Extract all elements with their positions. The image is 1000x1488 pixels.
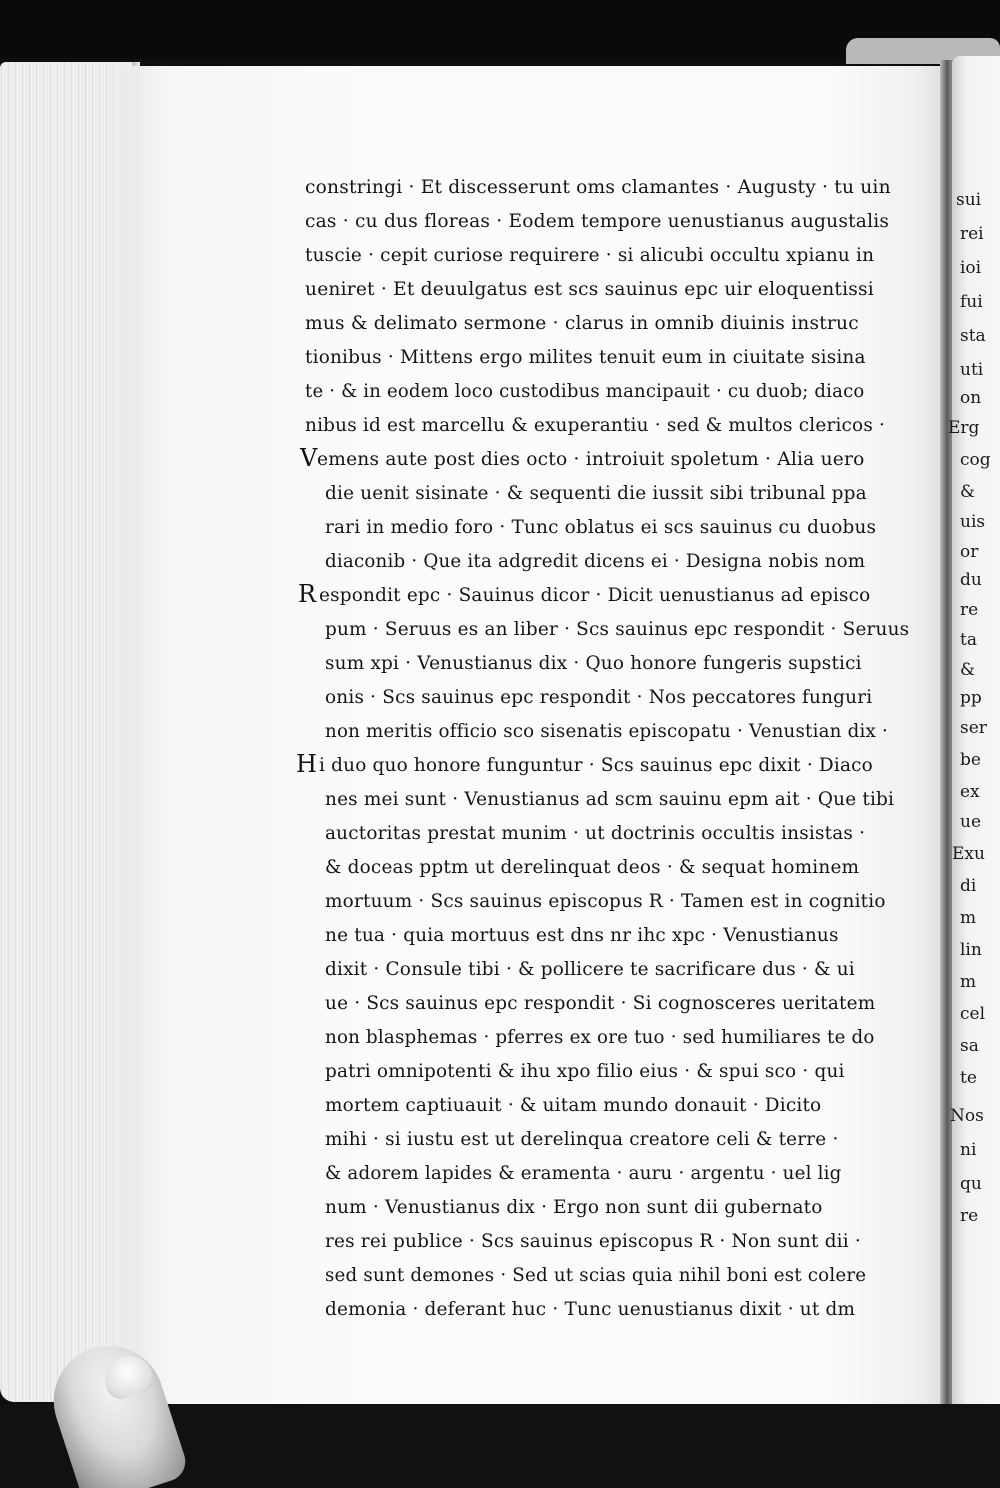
manuscript-line: mortuum · Scs sauinus episcopus R · Tamen est in cognitio <box>325 890 886 912</box>
right-page-fragment: ni <box>960 1140 977 1160</box>
manuscript-line: emens aute post dies octo · introiuit spoletum · Alia uero <box>317 448 865 470</box>
manuscript-line: diaconib · Que ita adgredit dicens ei · Designa nobis nom <box>325 550 866 572</box>
manuscript-line: dixit · Consule tibi · & pollicere te sacrificare dus · & ui <box>325 958 855 980</box>
manuscript-line: non blasphemas · pferres ex ore tuo · sed humiliares te do <box>325 1026 875 1048</box>
manuscript-line: i duo quo honore funguntur · Scs sauinus epc dixit · Diaco <box>319 754 873 776</box>
manuscript-line: die uenit sisinate · & sequenti die iussit sibi tribunal ppa <box>325 482 867 504</box>
manuscript-line: mihi · si iustu est ut derelinqua creatore celi & terre · <box>325 1128 839 1150</box>
right-page-fragment: uis <box>960 512 986 532</box>
manuscript-line: nibus id est marcellu & exuperantiu · sed & multos clericos · <box>305 414 886 436</box>
right-page-fragment: du <box>960 570 982 590</box>
manuscript-line: te · & in eodem loco custodibus mancipauit · cu duob; diaco <box>305 380 865 402</box>
right-page-fragment: te <box>960 1068 977 1088</box>
right-page-fragment: ioi <box>960 258 982 278</box>
right-page-fragment: on <box>960 388 982 408</box>
right-page-fragment: cog <box>960 450 991 470</box>
right-page-fragment: fui <box>960 292 983 312</box>
manuscript-line: res rei publice · Scs sauinus episcopus R · Non sunt dii · <box>325 1230 861 1252</box>
manuscript-line: nes mei sunt · Venustianus ad scm sauinu epm ait · Que tibi <box>325 788 895 810</box>
manuscript-line: tionibus · Mittens ergo milites tenuit eum in ciuitate sisina <box>305 346 866 368</box>
manuscript-line: num · Venustianus dix · Ergo non sunt dii gubernato <box>325 1196 823 1218</box>
right-page-fragment: ue <box>960 812 982 832</box>
manuscript-line: ueniret · Et deuulgatus est scs sauinus epc uir eloquentissi <box>305 278 874 300</box>
manuscript-line: sum xpi · Venustianus dix · Quo honore fungeris supstici <box>325 652 862 674</box>
manuscript-line: mortem captiuauit · & uitam mundo donauit · Dicito <box>325 1094 822 1116</box>
right-page-fragment: ser <box>960 718 987 738</box>
right-page-fragment: m <box>960 972 977 992</box>
manuscript-line: sed sunt demones · Sed ut scias quia nihil boni est colere <box>325 1264 867 1286</box>
right-page-fragment: qu <box>960 1174 982 1194</box>
right-page-fragment: ex <box>960 782 980 802</box>
right-page-fragment: pp <box>960 688 982 708</box>
manuscript-line: pum · Seruus es an liber · Scs sauinus epc respondit · Seruus <box>325 618 910 640</box>
initial-letter: H <box>296 750 318 778</box>
right-page-fragment: sta <box>960 326 986 346</box>
initial-letter: V <box>300 444 318 472</box>
manuscript-line: & adorem lapides & eramenta · auru · argentu · uel lig <box>325 1162 842 1184</box>
right-page-fragment: re <box>960 600 979 620</box>
right-page-fragment: cel <box>960 1004 986 1024</box>
right-page-fragment: sui <box>956 190 982 210</box>
manuscript-line: onis · Scs sauinus epc respondit · Nos peccatores funguri <box>325 686 873 708</box>
manuscript-line: rari in medio foro · Tunc oblatus ei scs sauinus cu duobus <box>325 516 877 538</box>
manuscript-line: ue · Scs sauinus epc respondit · Si cognosceres ueritatem <box>325 992 876 1014</box>
right-page-fragment: sa <box>960 1036 979 1056</box>
manuscript-line: mus & delimato sermone · clarus in omnib diuinis instruc <box>305 312 859 334</box>
right-page-fragment: rei <box>960 224 984 244</box>
right-page-fragment: uti <box>960 360 984 380</box>
right-page-fragment: Nos <box>950 1106 984 1126</box>
manuscript-line: & doceas pptm ut derelinquat deos · & sequat hominem <box>325 856 860 878</box>
right-page-fragment: m <box>960 908 977 928</box>
manuscript-line: constringi · Et discesserunt oms clamantes · Augusty · tu uin <box>305 176 891 198</box>
right-page-fragment: di <box>960 876 977 896</box>
manuscript-line: ne tua · quia mortuus est dns nr ihc xpc · Venustianus <box>325 924 839 946</box>
right-page-fragment: lin <box>960 940 982 960</box>
manuscript-line: cas · cu dus floreas · Eodem tempore uenustianus augustalis <box>305 210 890 232</box>
page-edge-shadow <box>100 62 140 1402</box>
manuscript-line: tuscie · cepit curiose requirere · si alicubi occultu xpianu in <box>305 244 875 266</box>
right-page-fragment: & <box>960 660 976 680</box>
manuscript-line: demonia · deferant huc · Tunc uenustianus dixit · ut dm <box>325 1298 856 1320</box>
right-page-fragment: Exu <box>952 844 985 864</box>
right-page-fragment: or <box>960 542 979 562</box>
right-page-fragment: Erg <box>948 418 980 438</box>
right-page-fragment: re <box>960 1206 979 1226</box>
initial-letter: R <box>298 580 317 608</box>
right-page-fragment: be <box>960 750 981 770</box>
manuscript-line: non meritis officio sco sisenatis episcopatu · Venustian dix · <box>325 720 888 742</box>
manuscript-line: patri omnipotenti & ihu xpo filio eius · & spui sco · qui <box>325 1060 845 1082</box>
manuscript-line: espondit epc · Sauinus dicor · Dicit uenustianus ad episco <box>319 584 871 606</box>
manuscript-line: auctoritas prestat munim · ut doctrinis occultis insistas · <box>325 822 866 844</box>
right-page-fragment: & <box>960 482 976 502</box>
right-page-fragment: ta <box>960 630 977 650</box>
